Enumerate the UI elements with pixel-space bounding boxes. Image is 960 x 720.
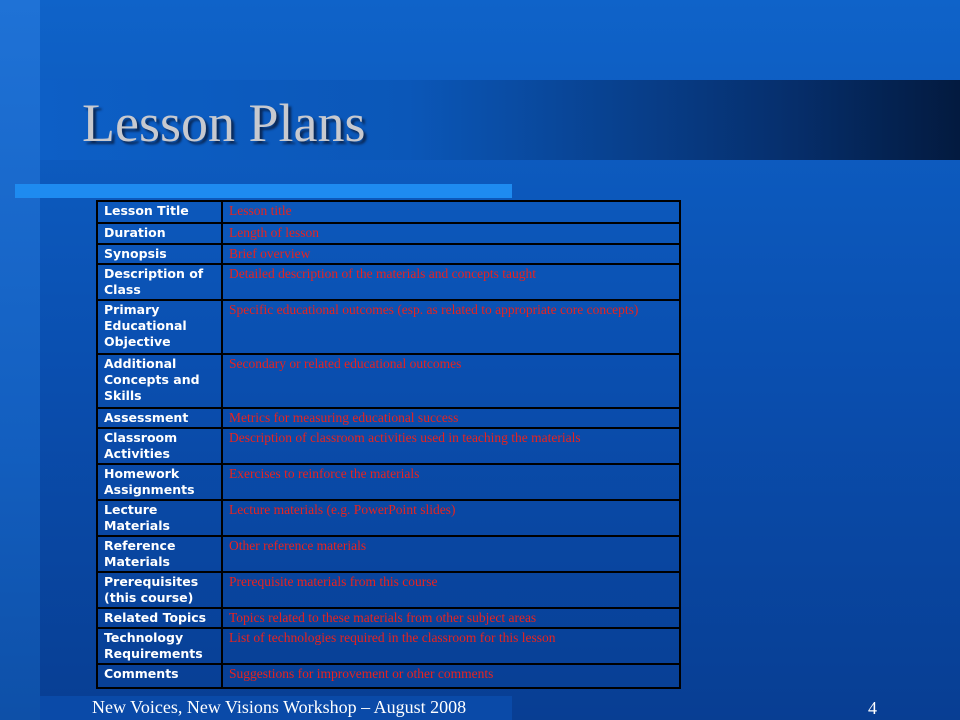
lesson-plan-table (96, 200, 681, 689)
row-label: Primary Educational Objective (97, 300, 222, 354)
row-label: Prerequisites (this course) (97, 572, 222, 608)
row-value: List of technologies required in the classroom for this lesson (222, 628, 680, 664)
row-label: Lesson Title (97, 201, 222, 223)
slide-footer: New Voices, New Visions Workshop – August 2008 (92, 697, 467, 717)
table-row (97, 264, 680, 300)
row-value: Prerequisite materials from this course (222, 572, 680, 608)
row-label: Reference Materials (97, 536, 222, 572)
row-value: Secondary or related educational outcomes (222, 354, 680, 408)
row-label: Technology Requirements (97, 628, 222, 664)
row-value: Suggestions for improvement or other comments (222, 664, 680, 688)
table-row (97, 628, 680, 664)
row-value: Other reference materials (222, 536, 680, 572)
table-row (97, 354, 680, 408)
row-label: Comments (97, 664, 222, 688)
row-value: Detailed description of the materials and concepts taught (222, 264, 680, 300)
row-label: Synopsis (97, 244, 222, 264)
slide-title: Lesson Plans (82, 93, 366, 153)
row-value: Brief overview (222, 244, 680, 264)
row-value: Specific educational outcomes (esp. as related to appropriate core concepts) (222, 300, 680, 354)
table-row (97, 664, 680, 688)
row-value: Metrics for measuring educational success (222, 408, 680, 428)
table-row (97, 244, 680, 264)
row-label: Description of Class (97, 264, 222, 300)
table-row (97, 408, 680, 428)
table-row (97, 223, 680, 244)
row-label: Related Topics (97, 608, 222, 628)
accent-bar (15, 184, 512, 198)
row-value: Length of lesson (222, 223, 680, 244)
table-row (97, 536, 680, 572)
row-value: Description of classroom activities used in teaching the materials (222, 428, 680, 464)
table-row (97, 500, 680, 536)
row-label: Duration (97, 223, 222, 244)
row-value: Exercises to reinforce the materials (222, 464, 680, 500)
row-label: Lecture Materials (97, 500, 222, 536)
row-label: Additional Concepts and Skills (97, 354, 222, 408)
table-row (97, 572, 680, 608)
table-row (97, 464, 680, 500)
table-row (97, 608, 680, 628)
page-number: 4 (868, 698, 877, 718)
row-value: Lesson title (222, 201, 680, 223)
row-value: Lecture materials (e.g. PowerPoint slides) (222, 500, 680, 536)
row-value: Topics related to these materials from other subject areas (222, 608, 680, 628)
row-label: Assessment (97, 408, 222, 428)
table-row (97, 201, 680, 223)
row-label: Homework Assignments (97, 464, 222, 500)
table-row (97, 300, 680, 354)
table-row (97, 428, 680, 464)
left-decorative-strip (0, 0, 40, 720)
row-label: Classroom Activities (97, 428, 222, 464)
